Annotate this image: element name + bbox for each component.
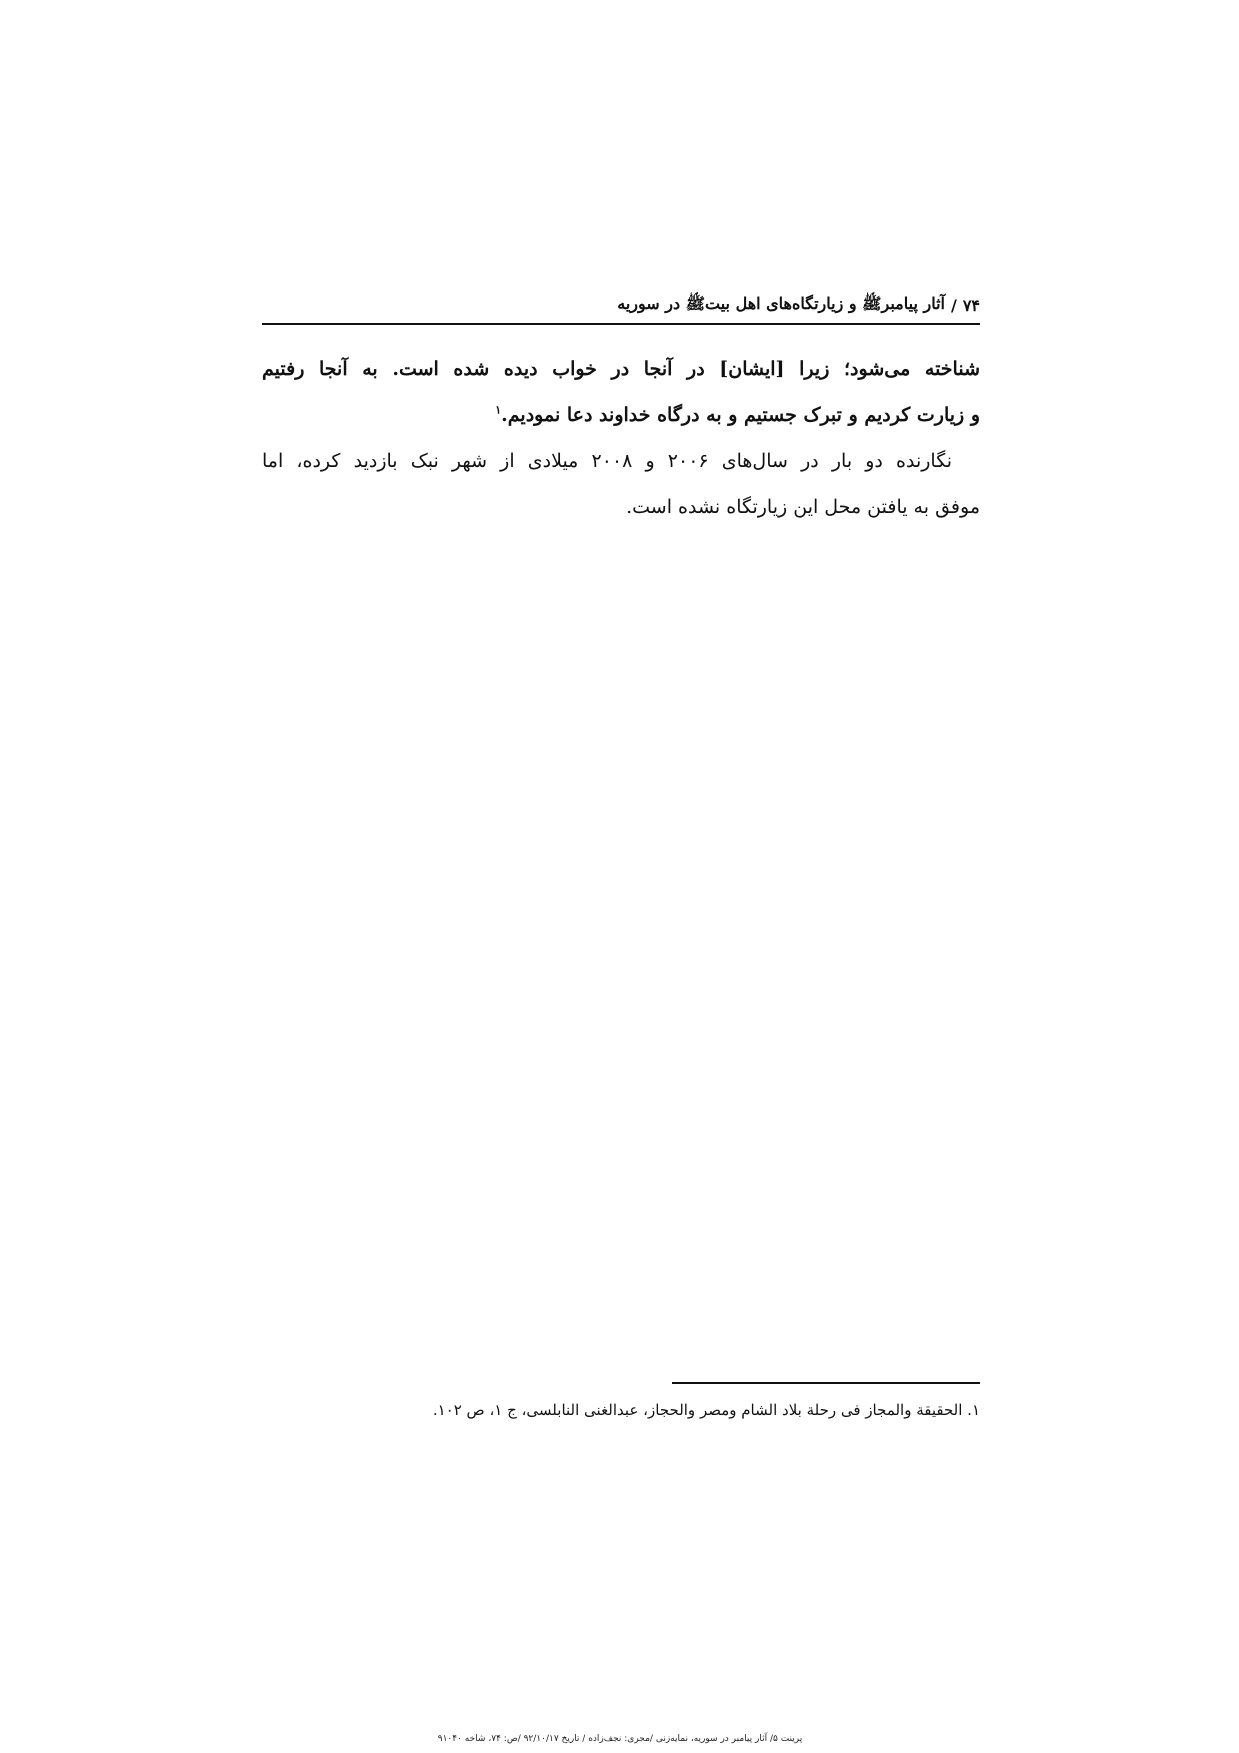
page-number: ۷۴: [962, 295, 980, 315]
running-header: [262, 290, 980, 320]
body-text: [262, 346, 980, 530]
paragraph-line: نگارنده دو بار در سال‌های ۲۰۰۶ و ۲۰۰۸ میلادی از شهر نبک بازدید کرده، اما: [262, 450, 952, 472]
header-separator: /: [950, 295, 957, 315]
footnote-marker[interactable]: ۱: [495, 403, 502, 417]
quote-line: شناخته می‌شود؛ زیرا [ایشان] در آنجا در خواب دیده شده است. به آنجا رفتیم: [262, 358, 980, 380]
quote-line-text: و زیارت کردیم و تبرک جستیم و به درگاه خداوند دعا نمودیم.: [501, 404, 980, 426]
footnote: ۱. الحقيقة والمجاز فی رحلة بلاد الشام ومصر والحجاز، عبدالغنی النابلسی، ج ۱، ص ۱۰۲.: [432, 1401, 980, 1419]
quoted-passage: [262, 346, 980, 438]
footnote-rule: [672, 1382, 980, 1384]
print-footer: پرینت ۵/ آثار پیامبر در سوریه، نمایه‌زنی /مجری: نجف‌زاده / تاریخ ۹۲/۱۰/۱۷ /ص: ۷۴، شاخه ۹۱۰۴۰: [437, 1734, 803, 1744]
paragraph: [262, 438, 980, 530]
paragraph-line: موفق به یافتن محل این زیارتگاه نشده است.: [626, 496, 980, 518]
header-rule: [262, 323, 980, 325]
book-title: آثار پیامبرﷺ و زیارتگاه‌های اهل بیتﷺ در سوریه: [617, 293, 945, 313]
quote-line-last: [262, 392, 980, 438]
